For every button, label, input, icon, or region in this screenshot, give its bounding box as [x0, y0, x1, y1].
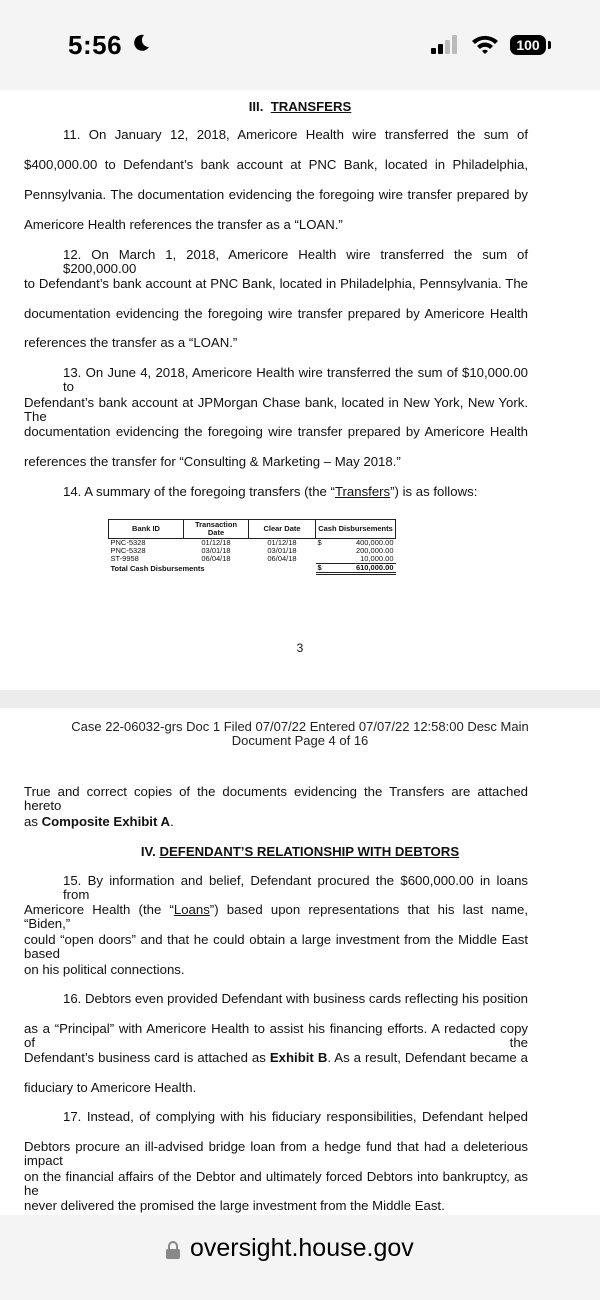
para-16-line1: 16. Debtors even provided Defendant with business cards reflecting his position: [63, 991, 528, 1006]
case-header-line1: Case 22-06032-grs Doc 1 Filed 07/07/22 Entered 07/07/22 12:58:00 Desc Main: [71, 719, 529, 734]
url-text[interactable]: oversight.house.gov: [190, 1234, 414, 1262]
para-17-line1: 17. Instead, of complying with his fiduciary responsibilities, Defendant helped: [63, 1109, 528, 1124]
exhibit-b: Exhibit B: [269, 1050, 328, 1065]
para-15-line4: on his political connections.: [24, 962, 185, 977]
para-17-line4: never delivered the promised the large investment from the Middle East.: [24, 1198, 445, 1213]
defined-term-loans: Loans: [173, 902, 210, 917]
para-15-line1: 15. By information and belief, Defendant procured the $600,000.00 in loans from: [63, 873, 528, 902]
para-13-line2: Defendant’s bank account at JPMorgan Chase bank, located in New York, New York. The: [24, 395, 528, 424]
continuation-line2: as Composite Exhibit A.: [24, 814, 174, 829]
section-heading-relationship: IV. DEFENDANT’S RELATIONSHIP WITH DEBTORS: [140, 844, 460, 859]
para-11-line3: Pennsylvania. The documentation evidencing the foregoing wire transfer prepared by: [24, 187, 528, 202]
col-clear-date: Clear Date: [249, 520, 316, 539]
battery-tip: [548, 41, 551, 49]
para-16-line3: Defendant’s business card is attached as Exhibit B. As a result, Defendant became a: [24, 1050, 528, 1065]
para-11-line1: 11. On January 12, 2018, Americore Health wire transferred the sum of: [63, 127, 528, 142]
para-16-line4: fiduciary to Americore Health.: [24, 1080, 197, 1095]
para-16-line2: as a “Principal” with Americore Health to assist his financing efforts. A redacted copy of the: [24, 1021, 528, 1050]
para-12-line4: references the transfer as a “LOAN.”: [24, 335, 238, 350]
lock-icon: [165, 1240, 181, 1260]
table-row: ST-9958 06/04/18 06/04/18 10,000.00: [110, 554, 394, 564]
table-row: PNC-5328 03/01/18 03/01/18 200,000.00: [110, 546, 394, 555]
para-11-line2: $400,000.00 to Defendant’s bank account at PNC Bank, located in Philadelphia,: [24, 157, 528, 172]
table-header-row: [109, 520, 396, 539]
para-17-line3: on the financial affairs of the Debtor and ultimately forced Debtors into bankruptcy, as he: [24, 1169, 528, 1198]
wifi-icon: [470, 33, 500, 55]
para-13-line4: references the transfer for “Consulting & Marketing – May 2018.”: [24, 454, 401, 469]
col-cash-disbursements: Cash Disbursements: [316, 520, 396, 539]
table-row: PNC-5328 01/12/18 01/12/18 $ 400,000.00: [110, 538, 394, 547]
para-14: 14. A summary of the foregoing transfers (the “Transfers”) is as follows:: [63, 484, 478, 499]
transfers-table: [108, 519, 396, 575]
para-11-line4: Americore Health references the transfer as a “LOAN.”: [24, 217, 343, 232]
section-heading-transfers: III. TRANSFERS: [248, 99, 352, 114]
table-total-row: Total Cash Disbursements $ 610,000.00: [110, 563, 394, 573]
para-13-line1: 13. On June 4, 2018, Americore Health wire transferred the sum of $10,000.00 to: [63, 365, 528, 394]
page-divider: [0, 690, 600, 708]
para-12-line3: documentation evidencing the foregoing wire transfer prepared by Americore Health: [24, 306, 528, 321]
para-17-line2: Debtors procure an ill-advised bridge loan from a hedge fund that had a deleterious impact: [24, 1139, 528, 1168]
para-12-line2: to Defendant’s bank account at PNC Bank, located in Philadelphia, Pennsylvania. The: [24, 276, 528, 291]
para-15-line3: could “open doors” and that he could obtain a large investment from the Middle East based: [24, 932, 528, 961]
moon-icon: [131, 33, 151, 53]
para-12-line1: 12. On March 1, 2018, Americore Health wire transferred the sum of $200,000.00: [63, 247, 528, 276]
status-time: 5:56: [68, 30, 123, 60]
composite-exhibit-a: Composite Exhibit A: [41, 814, 171, 829]
para-13-line3: documentation evidencing the foregoing wire transfer prepared by Americore Health: [24, 424, 528, 439]
continuation-line1: True and correct copies of the documents evidencing the Transfers are attached hereto: [24, 784, 528, 813]
case-header-line2: Document Page 4 of 16: [231, 733, 369, 748]
para-15-line2: Americore Health (the “Loans”) based upon representations that his last name, “Biden,”: [24, 902, 528, 931]
battery-icon: 100: [510, 35, 546, 55]
defined-term-transfers: Transfers: [334, 484, 391, 499]
page-number: 3: [296, 641, 304, 655]
signal-icon: [430, 34, 460, 54]
col-transaction-date: Transaction Date: [184, 520, 249, 539]
col-bank-id: Bank ID: [109, 520, 184, 539]
